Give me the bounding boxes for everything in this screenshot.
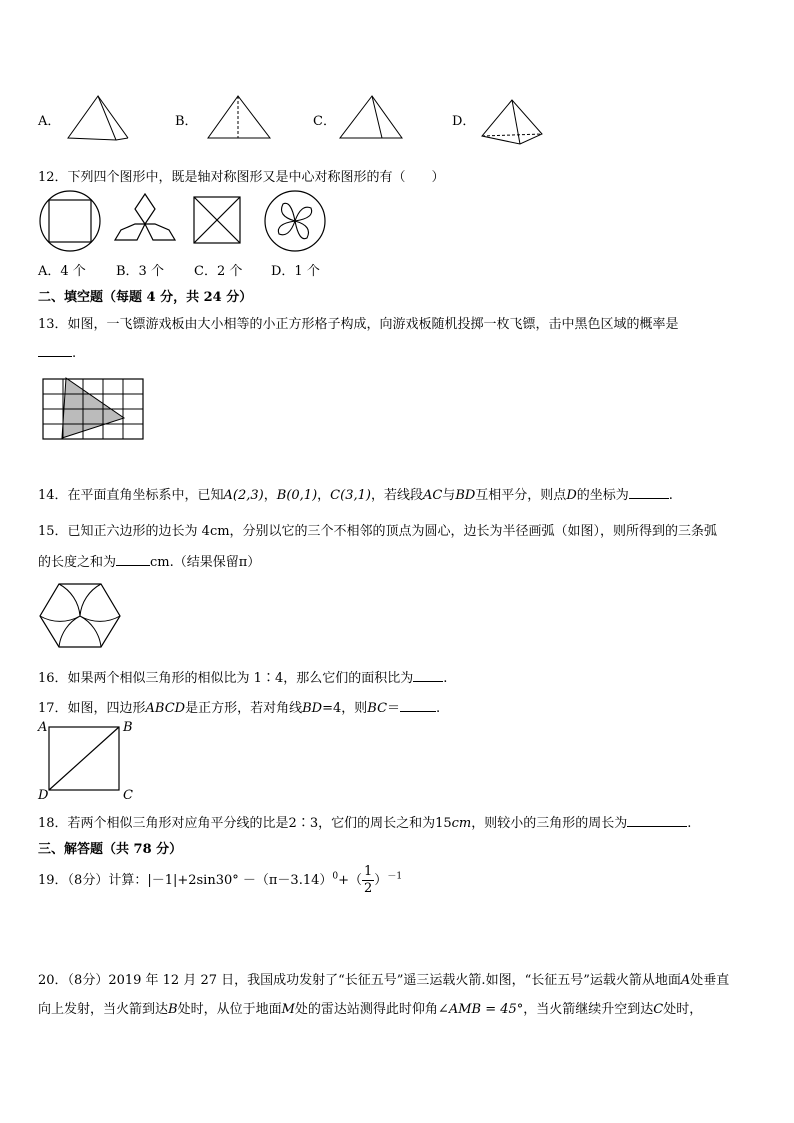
q17-label-b: B	[123, 720, 133, 735]
q11-figure-c	[338, 94, 404, 144]
q12-figure-square-diagonals	[193, 196, 243, 246]
q16-answer-blank	[413, 669, 443, 682]
q17-square-figure	[48, 726, 122, 792]
q19-fraction: $\frac{1}{2}$	[364, 864, 373, 896]
q11-option-c: C．	[313, 114, 336, 129]
q12-stem: 12．下列四个图形中，既是轴对称图形又是中心对称图形的有（ ）	[38, 170, 445, 185]
q19-expression: 19．（8分）计算：$|-1|+2\sin 30^\circ -(\pi-3.14)^0+$（ $\frac{1}{2}$ ）$^{-1}$	[38, 864, 403, 896]
q17-label-a: A	[38, 720, 48, 735]
q15-line2: 的长度之和为 cm.（结果保留π）	[38, 555, 261, 570]
q20-line1: 20．（8分）2019 年 12 月 27 日，我国成功发射了“长征五号”遥三运载火箭.如图，“长征五号”运载火箭从地面A处垂直	[38, 973, 730, 988]
q12-figure-rhombus-trio	[113, 192, 177, 244]
q15-line1: 15．已知正六边形的边长为 4cm，分别以它的三个不相邻的顶点为圆心，边长为半径画弧（如图），则所得到的三条弧	[38, 524, 718, 539]
q12-figure-circle-petals	[263, 190, 327, 254]
q17-label-d: D	[38, 788, 49, 803]
q12-figure-circle-square	[38, 190, 102, 254]
q15-hexagon-arcs	[38, 583, 122, 649]
q13-dartboard-grid	[42, 378, 144, 440]
q12-option-a: A．4 个	[38, 264, 86, 279]
q12-option-c: C．2 个	[194, 264, 243, 279]
q17-text: 17．如图，四边形ABCD是正方形，若对角线BD=4，则BC＝ .	[38, 701, 441, 716]
q12-option-b: B．3 个	[116, 264, 164, 279]
q15-answer-blank	[116, 553, 150, 566]
q18-answer-blank	[627, 814, 687, 827]
q16-text: 16．如果两个相似三角形的相似比为 1∶4，那么它们的面积比为 .	[38, 671, 448, 686]
q11-option-b: B．	[175, 114, 198, 129]
q11-option-a: A．	[38, 114, 61, 129]
q14-text: 14．在平面直角坐标系中，已知A(2,3)，B(0,1)，C(3,1)，若线段AC与BD互相平分，则点D的坐标为 .	[38, 488, 673, 503]
section-heading-solutions: 三、解答题（共 78 分）	[38, 842, 183, 857]
q18-text: 18．若两个相似三角形对应角平分线的比是2∶3，它们的周长之和为15cm，则较小的三角形的周长为 .	[38, 816, 692, 831]
q17-label-c: C	[123, 788, 133, 803]
q14-answer-blank	[629, 486, 669, 499]
q11-figure-d	[480, 98, 546, 146]
q11-figure-a	[66, 94, 130, 144]
section-heading-fill-blank: 二、填空题（每题 4 分，共 24 分）	[38, 290, 253, 305]
q13-answer-blank	[38, 344, 72, 357]
q13-line2: .	[38, 344, 76, 361]
q17-answer-blank	[400, 699, 436, 712]
q20-line2: 向上发射，当火箭到达B处时，从位于地面M处的雷达站测得此时仰角∠AMB = 45°，当火箭继续升空到达C处时，	[38, 1002, 703, 1017]
q11-option-d: D．	[452, 114, 476, 129]
q13-line1: 13．如图，一飞镖游戏板由大小相等的小正方形格子构成，向游戏板随机投掷一枚飞镖，击中黑色区域的概率是	[38, 317, 679, 332]
q12-option-d: D．1 个	[271, 264, 320, 279]
q11-figure-b	[206, 94, 272, 144]
